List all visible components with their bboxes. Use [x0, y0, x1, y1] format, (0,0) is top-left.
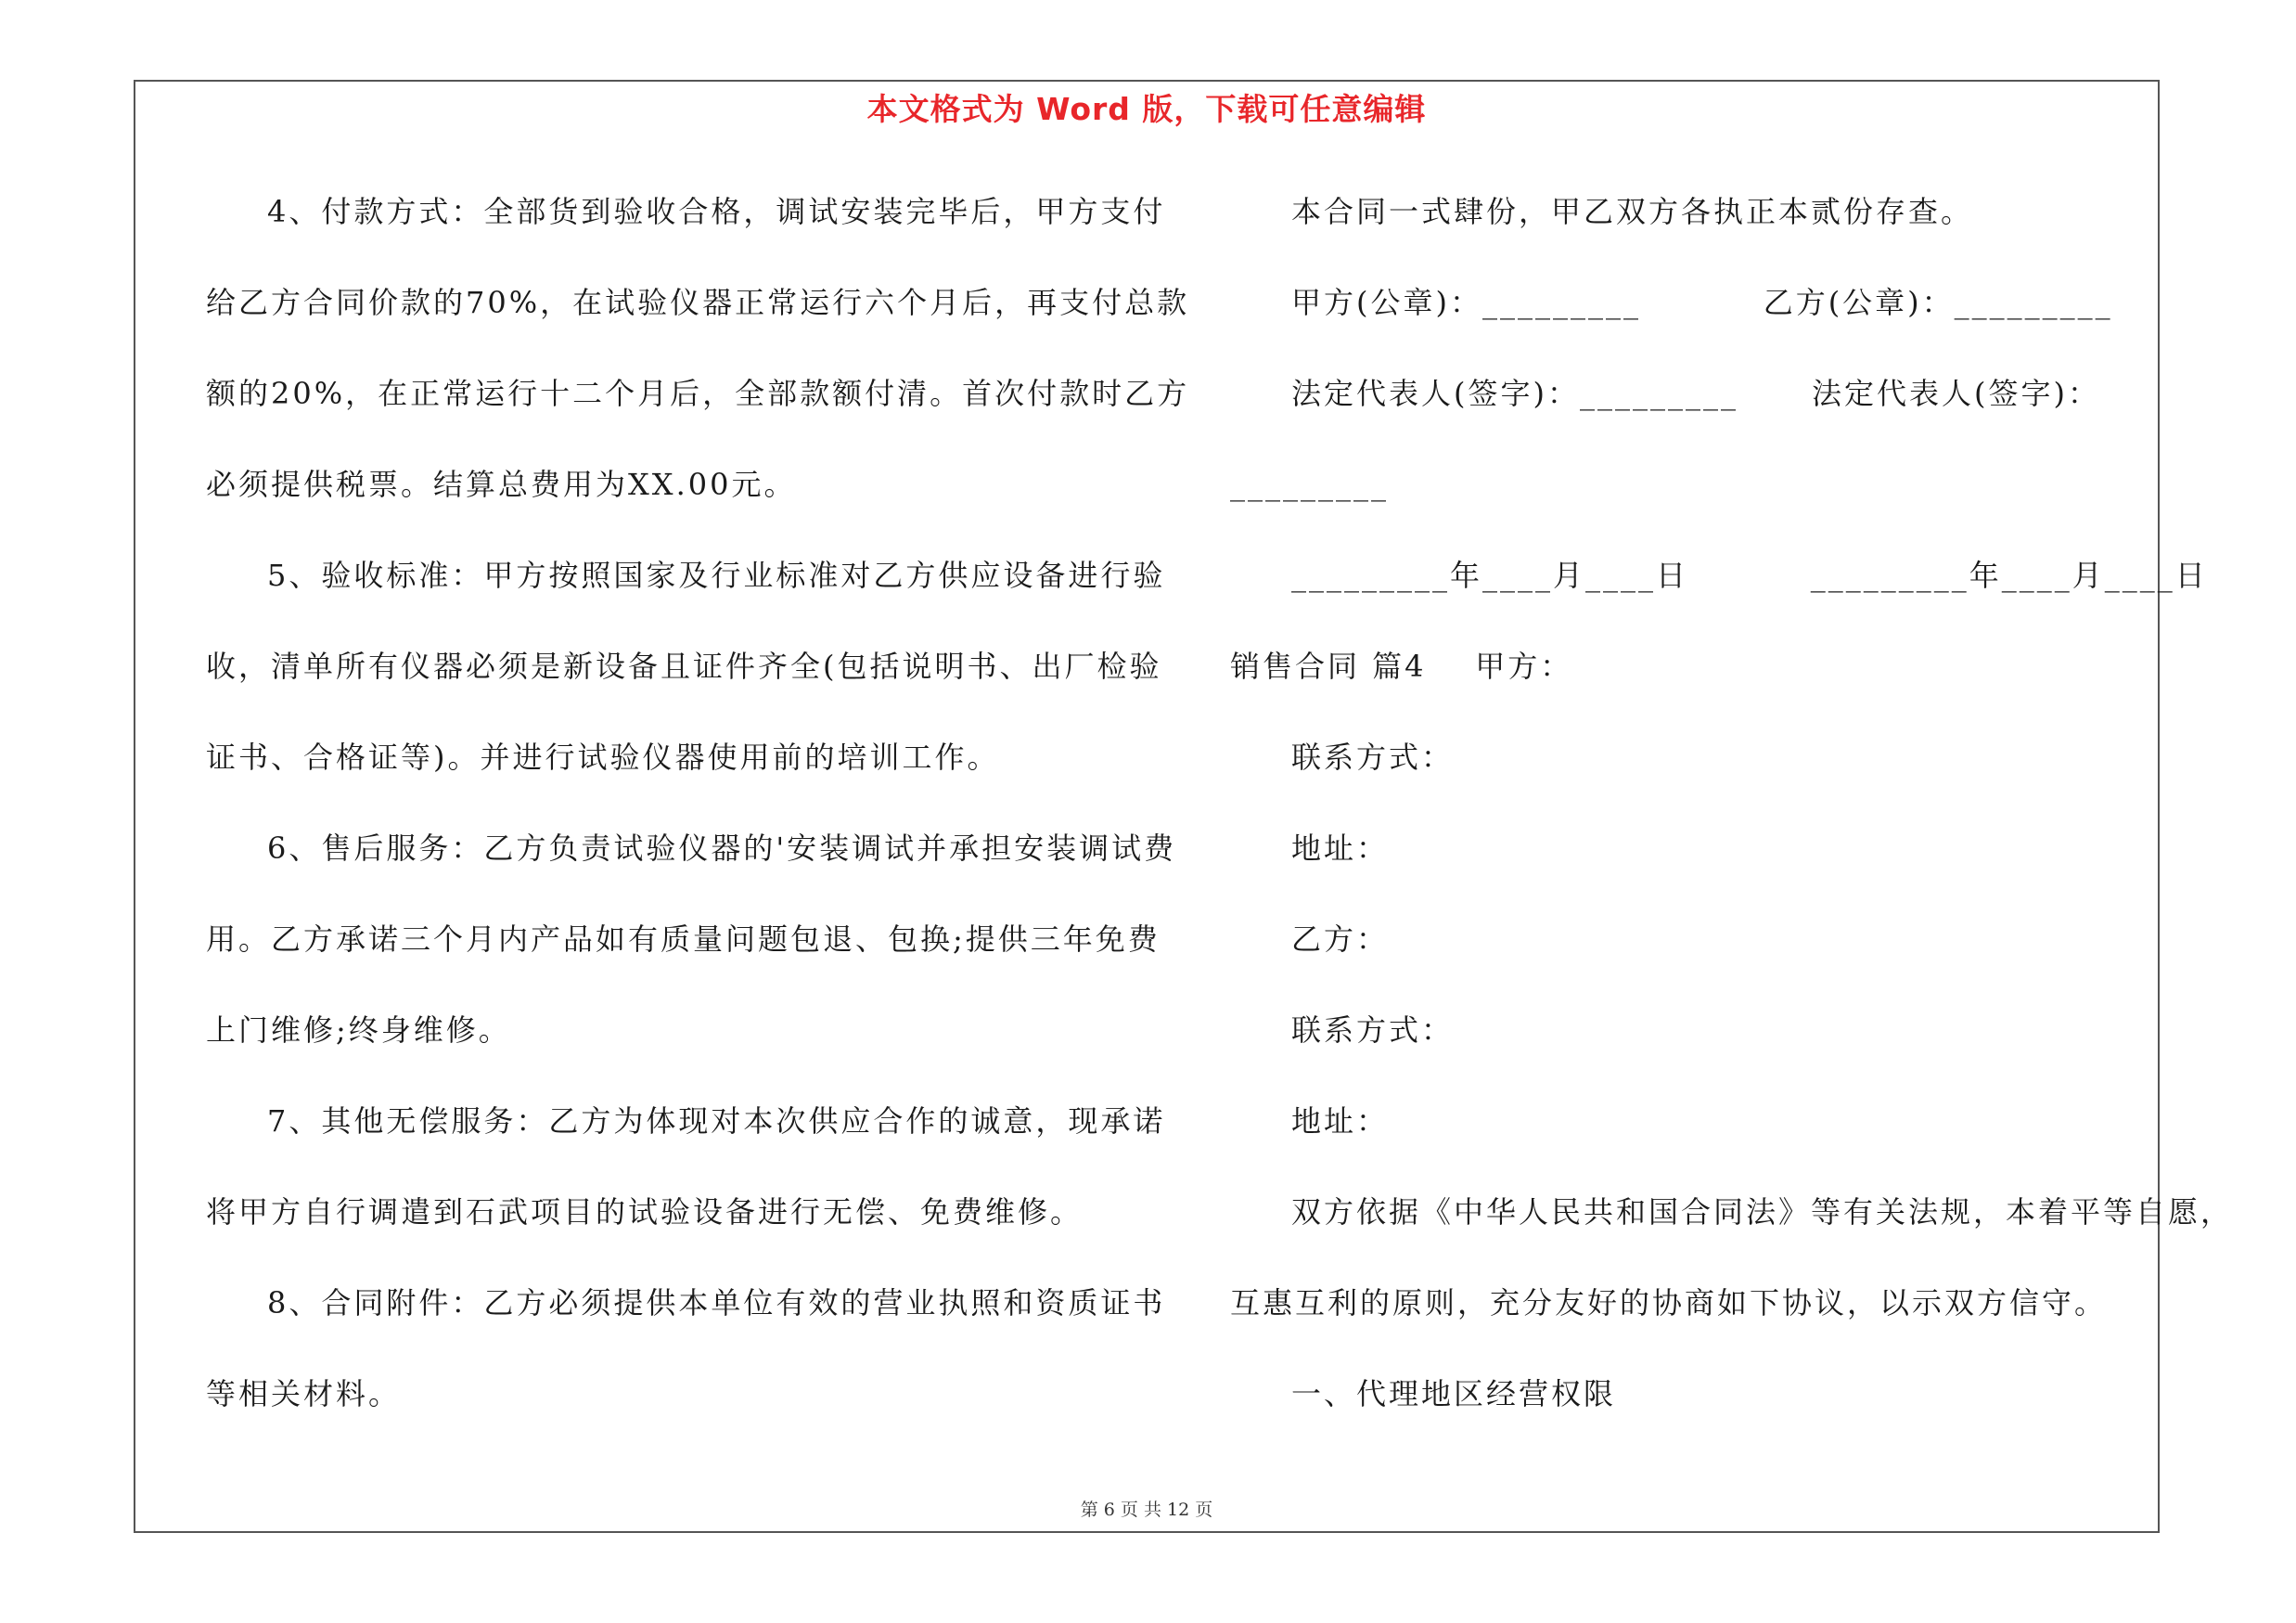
text-line: 额的20%，在正常运行十二个月后，全部款额付清。首次付款时乙方: [206, 376, 1190, 411]
text-line: 5、验收标准：甲方按照国家及行业标准对乙方供应设备进行验: [267, 558, 1166, 593]
text-line: 互惠互利的原则，充分友好的协商如下协议，以示双方信守。: [1230, 1285, 2108, 1320]
text-line: 上门维修;终身维修。: [206, 1012, 511, 1048]
text-line: 将甲方自行调遣到石武项目的试验设备进行无偿、免费维修。: [206, 1194, 1084, 1230]
text-line: 本合同一式肆份，甲乙双方各执正本贰份存查。: [1291, 194, 1974, 229]
text-line: 证书、合格证等)。并进行试验仪器使用前的培训工作。: [206, 740, 1000, 775]
date-line: _________年____月____日 _________年____月____日: [1291, 558, 2208, 593]
text-line: 用。乙方承诺三个月内产品如有质量问题包退、包换;提供三年免费: [206, 921, 1161, 957]
signature-line: 法定代表人(签字)：_________ 法定代表人(签字)：: [1291, 376, 2100, 411]
text-line: 7、其他无偿服务：乙方为体现对本次供应合作的诚意，现承诺: [267, 1103, 1166, 1139]
text-line: 双方依据《中华人民共和国合同法》等有关法规，本着平等自愿，: [1291, 1194, 2234, 1230]
text-line: 6、售后服务：乙方负责试验仪器的'安装调试并承担安装调试费: [267, 831, 1177, 866]
text-line: 乙方：: [1291, 921, 1390, 957]
text-line: 联系方式：: [1291, 740, 1455, 775]
signature-line: 甲方(公章)：_________ 乙方(公章)：_________: [1291, 285, 2113, 320]
text-line: 联系方式：: [1291, 1012, 1455, 1048]
text-line: 地址：: [1291, 1103, 1390, 1139]
format-banner: 本文格式为 Word 版，下载可任意编辑: [866, 91, 1427, 127]
section-heading: 销售合同 篇4 甲方：: [1230, 649, 1573, 684]
text-line: 等相关材料。: [206, 1376, 402, 1411]
text-line: 4、付款方式：全部货到验收合格，调试安装完毕后，甲方支付: [267, 194, 1166, 229]
text-line: 必须提供税票。结算总费用为XX.00元。: [206, 467, 797, 502]
left-column: [206, 184, 1190, 1457]
text-line: 8、合同附件：乙方必须提供本单位有效的营业执照和资质证书: [267, 1285, 1166, 1320]
page-number: 第 6 页 共 12 页: [1080, 1500, 1213, 1520]
text-line: 一、代理地区经营权限: [1291, 1376, 1617, 1411]
text-line: 地址：: [1291, 831, 1390, 866]
text-line: 收，清单所有仪器必须是新设备且证件齐全(包括说明书、出厂检验: [206, 649, 1162, 684]
text-line: 给乙方合同价款的70%，在试验仪器正常运行六个月后，再支付总款: [206, 285, 1190, 320]
signature-line: _________: [1230, 467, 1389, 502]
right-column: [1230, 184, 2234, 1457]
